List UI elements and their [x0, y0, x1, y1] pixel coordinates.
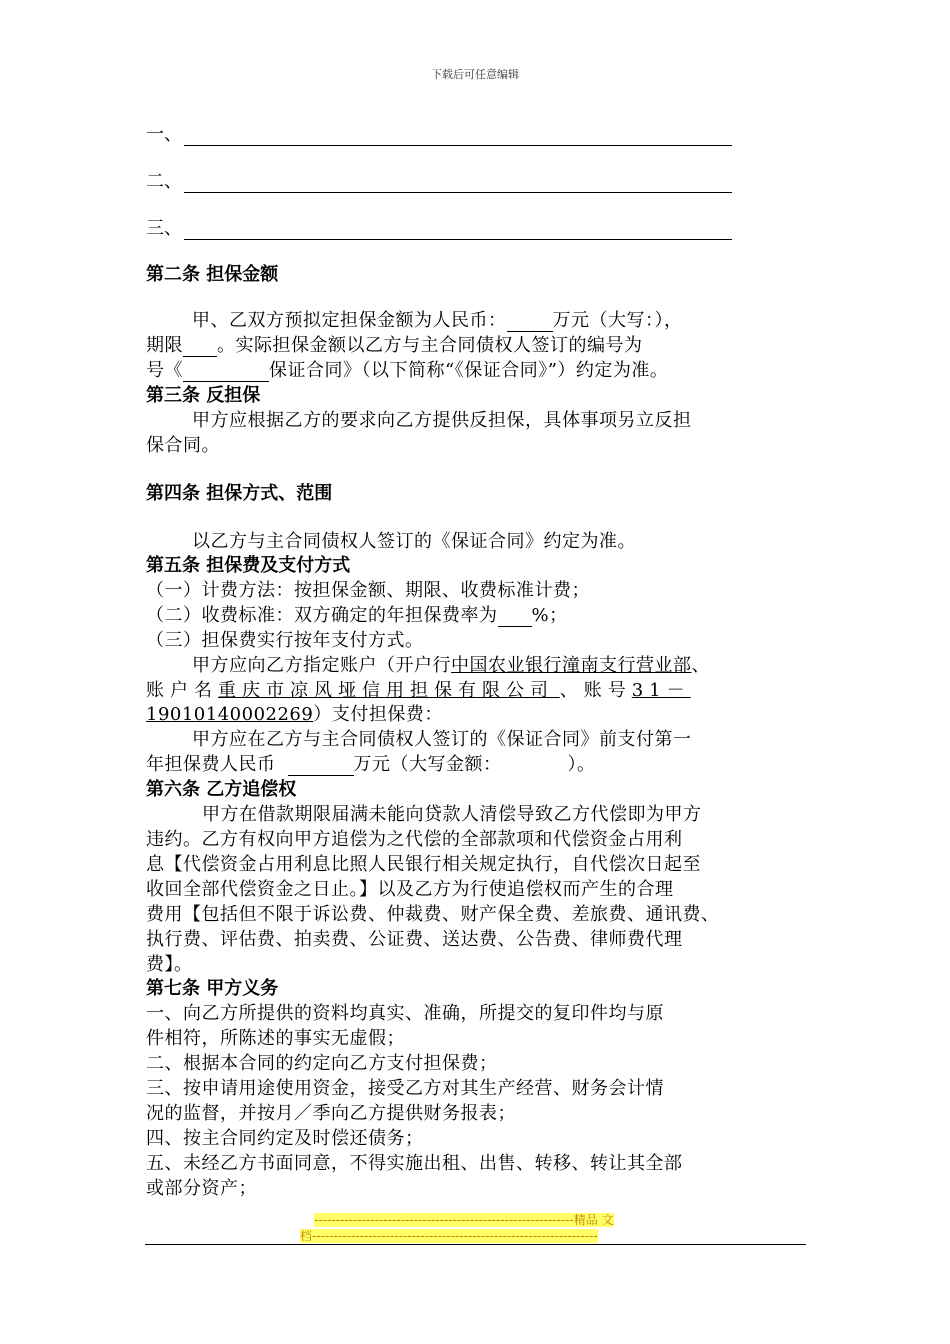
article-5-line-8 — [146, 750, 810, 776]
article-6-line-5: 费用【包括但不限于诉讼费、仲裁费、财产保全费、差旅费、通讯费、 — [146, 904, 720, 925]
footer-watermark — [300, 1212, 650, 1244]
blank-row-1 — [146, 120, 732, 146]
blank-row-2 — [146, 167, 732, 193]
text: 年担保费人民币 — [146, 754, 276, 775]
text: 、 — [691, 655, 710, 676]
article-5-line-7: 甲方应在乙方与主合同债权人签订的《保证合同》前支付第一 — [192, 729, 692, 750]
term-blank — [183, 338, 217, 357]
article-7-title: 第七条 甲方义务 — [146, 978, 279, 999]
text: 保证合同》（以下简称“《保证合同》”）约定为准。 — [269, 360, 669, 381]
text: ）。 — [567, 754, 596, 775]
fee-blank — [288, 757, 354, 776]
article-2-line-2 — [146, 331, 810, 357]
article-7-line-2: 件相符，所陈述的事实无虚假； — [146, 1028, 405, 1049]
article-3-line-2: 保合同。 — [146, 435, 220, 456]
article-2-line-1 — [146, 306, 856, 332]
blank-row-3 — [146, 214, 732, 240]
rate-blank — [498, 608, 532, 627]
article-6-line-1: 甲方在借款期限届满未能向贷款人清偿导致乙方代偿即为甲方 — [202, 804, 702, 825]
footer-rule — [145, 1244, 806, 1245]
article-7-line-8: 或部分资产； — [146, 1178, 257, 1199]
article-3-line-1: 甲方应根据乙方的要求向乙方提供反担保，具体事项另立反担 — [192, 410, 692, 431]
article-6-line-6: 执行费、评估费、拍卖费、公证费、送达费、公告费、律师费代理 — [146, 929, 683, 950]
account-number-part-2: 19010140002269 — [146, 704, 314, 725]
text: 号《 — [146, 360, 183, 381]
footer-text: 档------------------------------------------------------------------ — [300, 1229, 598, 1243]
account-number-part-1: 31－ — [631, 680, 691, 701]
article-5-line-3: （三）担保费实行按年支付方式。 — [146, 630, 424, 651]
contract-number-blank — [183, 363, 269, 382]
article-6-line-3: 息【代偿资金占用利息比照人民银行相关规定执行，自代偿次日起至 — [146, 854, 701, 875]
text: 账户名 — [146, 680, 218, 701]
row-number: 三、 — [146, 218, 182, 239]
article-4-line-1: 以乙方与主合同债权人签订的《保证合同》约定为准。 — [192, 531, 636, 552]
article-7-line-3: 二、根据本合同的约定向乙方支付担保费； — [146, 1053, 498, 1074]
article-7-line-7: 五、未经乙方书面同意，不得实施出租、出售、转移、转让其全部 — [146, 1153, 683, 1174]
text: ）支付担保费： — [313, 704, 443, 725]
article-5-line-2 — [146, 601, 810, 627]
article-6-title: 第六条 乙方追偿权 — [146, 779, 297, 800]
account-name: 重庆市凉风垭信用担保有限公司 — [218, 680, 554, 701]
article-5-title: 第五条 担保费及支付方式 — [146, 555, 351, 576]
article-6-line-7: 费】。 — [146, 954, 193, 975]
blank-line — [184, 221, 732, 240]
article-6-line-4: 收回全部代偿资金之日止。】以及乙方为行使追偿权而产生的合理 — [146, 879, 674, 900]
blank-line — [184, 127, 732, 146]
article-5-line-1: （一）计费方法：按担保金额、期限、收费标准计费； — [146, 580, 590, 601]
blank-line — [184, 174, 732, 193]
bank-name: 中国农业银行潼南支行营业部 — [451, 655, 692, 676]
text: 、账号 — [559, 680, 632, 701]
article-5-line-6 — [146, 700, 810, 726]
amount-blank — [507, 313, 553, 332]
article-7-line-6: 四、按主合同约定及时偿还债务； — [146, 1128, 424, 1149]
text: （二）收费标准：双方确定的年担保费率为 — [146, 605, 498, 626]
row-number: 二、 — [146, 171, 182, 192]
article-3-title: 第三条 反担保 — [146, 385, 261, 406]
article-7-line-5: 况的监督，并按月／季向乙方提供财务报表； — [146, 1103, 516, 1124]
footer-line-2 — [300, 1228, 650, 1244]
text: 甲、乙双方预拟定担保金额为人民币： — [192, 310, 507, 331]
text: 甲方应向乙方指定账户（开户行 — [192, 655, 451, 676]
article-2-line-3 — [146, 356, 810, 382]
page-header: 下载后可任意编辑 — [431, 68, 519, 81]
article-4-title: 第四条 担保方式、范围 — [146, 483, 333, 504]
text: 。实际担保金额以乙方与主合同债权人签订的编号为 — [217, 335, 643, 356]
article-5-line-4 — [146, 651, 856, 677]
footer-line-1 — [300, 1212, 650, 1228]
text: 期限 — [146, 335, 183, 356]
text: 万元（大写：）， — [552, 310, 683, 331]
article-7-line-1: 一、向乙方所提供的资料均真实、准确，所提交的复印件均与原 — [146, 1003, 664, 1024]
text: 万元（大写金额： — [353, 754, 502, 775]
text: %； — [531, 605, 568, 626]
article-2-title: 第二条 担保金额 — [146, 264, 279, 285]
article-5-line-5 — [146, 676, 810, 702]
article-6-line-2: 违约。乙方有权向甲方追偿为之代偿的全部款项和代偿资金占用利 — [146, 829, 683, 850]
row-number: 一、 — [146, 124, 182, 145]
footer-text: ------------------------------------------------------------精品 文 — [314, 1213, 614, 1227]
article-7-line-4: 三、按申请用途使用资金，接受乙方对其生产经营、财务会计情 — [146, 1078, 664, 1099]
